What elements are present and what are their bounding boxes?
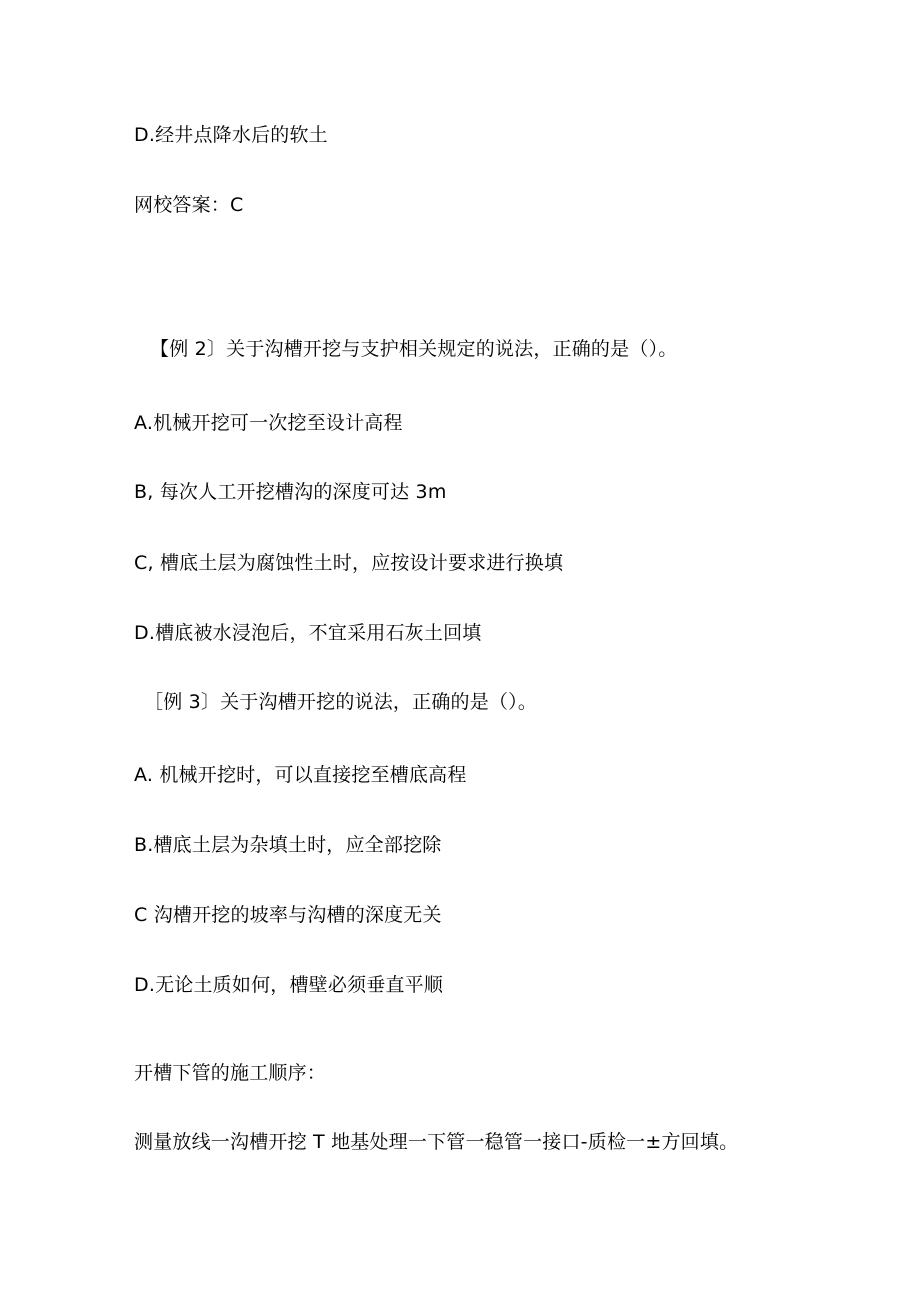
construction-sequence-heading: 开槽下管的施工顺序： bbox=[134, 1062, 327, 1084]
example-3-option-c: C 沟槽开挖的坡率与沟槽的深度无关 bbox=[134, 904, 442, 926]
example-2-option-d: D.槽底被水浸泡后，不宜采用石灰土回填 bbox=[134, 622, 482, 644]
example-3-option-a: A. 机械开挖时，可以直接挖至槽底高程 bbox=[134, 764, 467, 786]
example-3-option-b: B.槽底土层为杂填土时，应全部挖除 bbox=[134, 834, 442, 856]
answer-line: 网校答案：C bbox=[134, 194, 244, 216]
example-2-option-a: A.机械开挖可一次挖至设计高程 bbox=[134, 412, 403, 434]
example-2-question: 【例 2〕关于沟槽开挖与支护相关规定的说法，正确的是（）。 bbox=[150, 338, 678, 360]
option-d-previous-question: D.经井点降水后的软土 bbox=[134, 124, 328, 146]
example-3-question: ［例 3〕关于沟槽开挖的说法，正确的是（）。 bbox=[144, 691, 538, 713]
example-2-option-b: B, 每次人工开挖槽沟的深度可达 3m bbox=[134, 481, 447, 503]
example-3-option-d: D.无论土质如何，槽壁必须垂直平顺 bbox=[134, 974, 444, 996]
example-2-option-c: C, 槽底土层为腐蚀性土时，应按设计要求进行换填 bbox=[134, 552, 564, 574]
construction-sequence-text: 测量放线一沟槽开挖 T 地基处理一下管一稳管一接口-质检一±方回填。 bbox=[134, 1131, 739, 1153]
